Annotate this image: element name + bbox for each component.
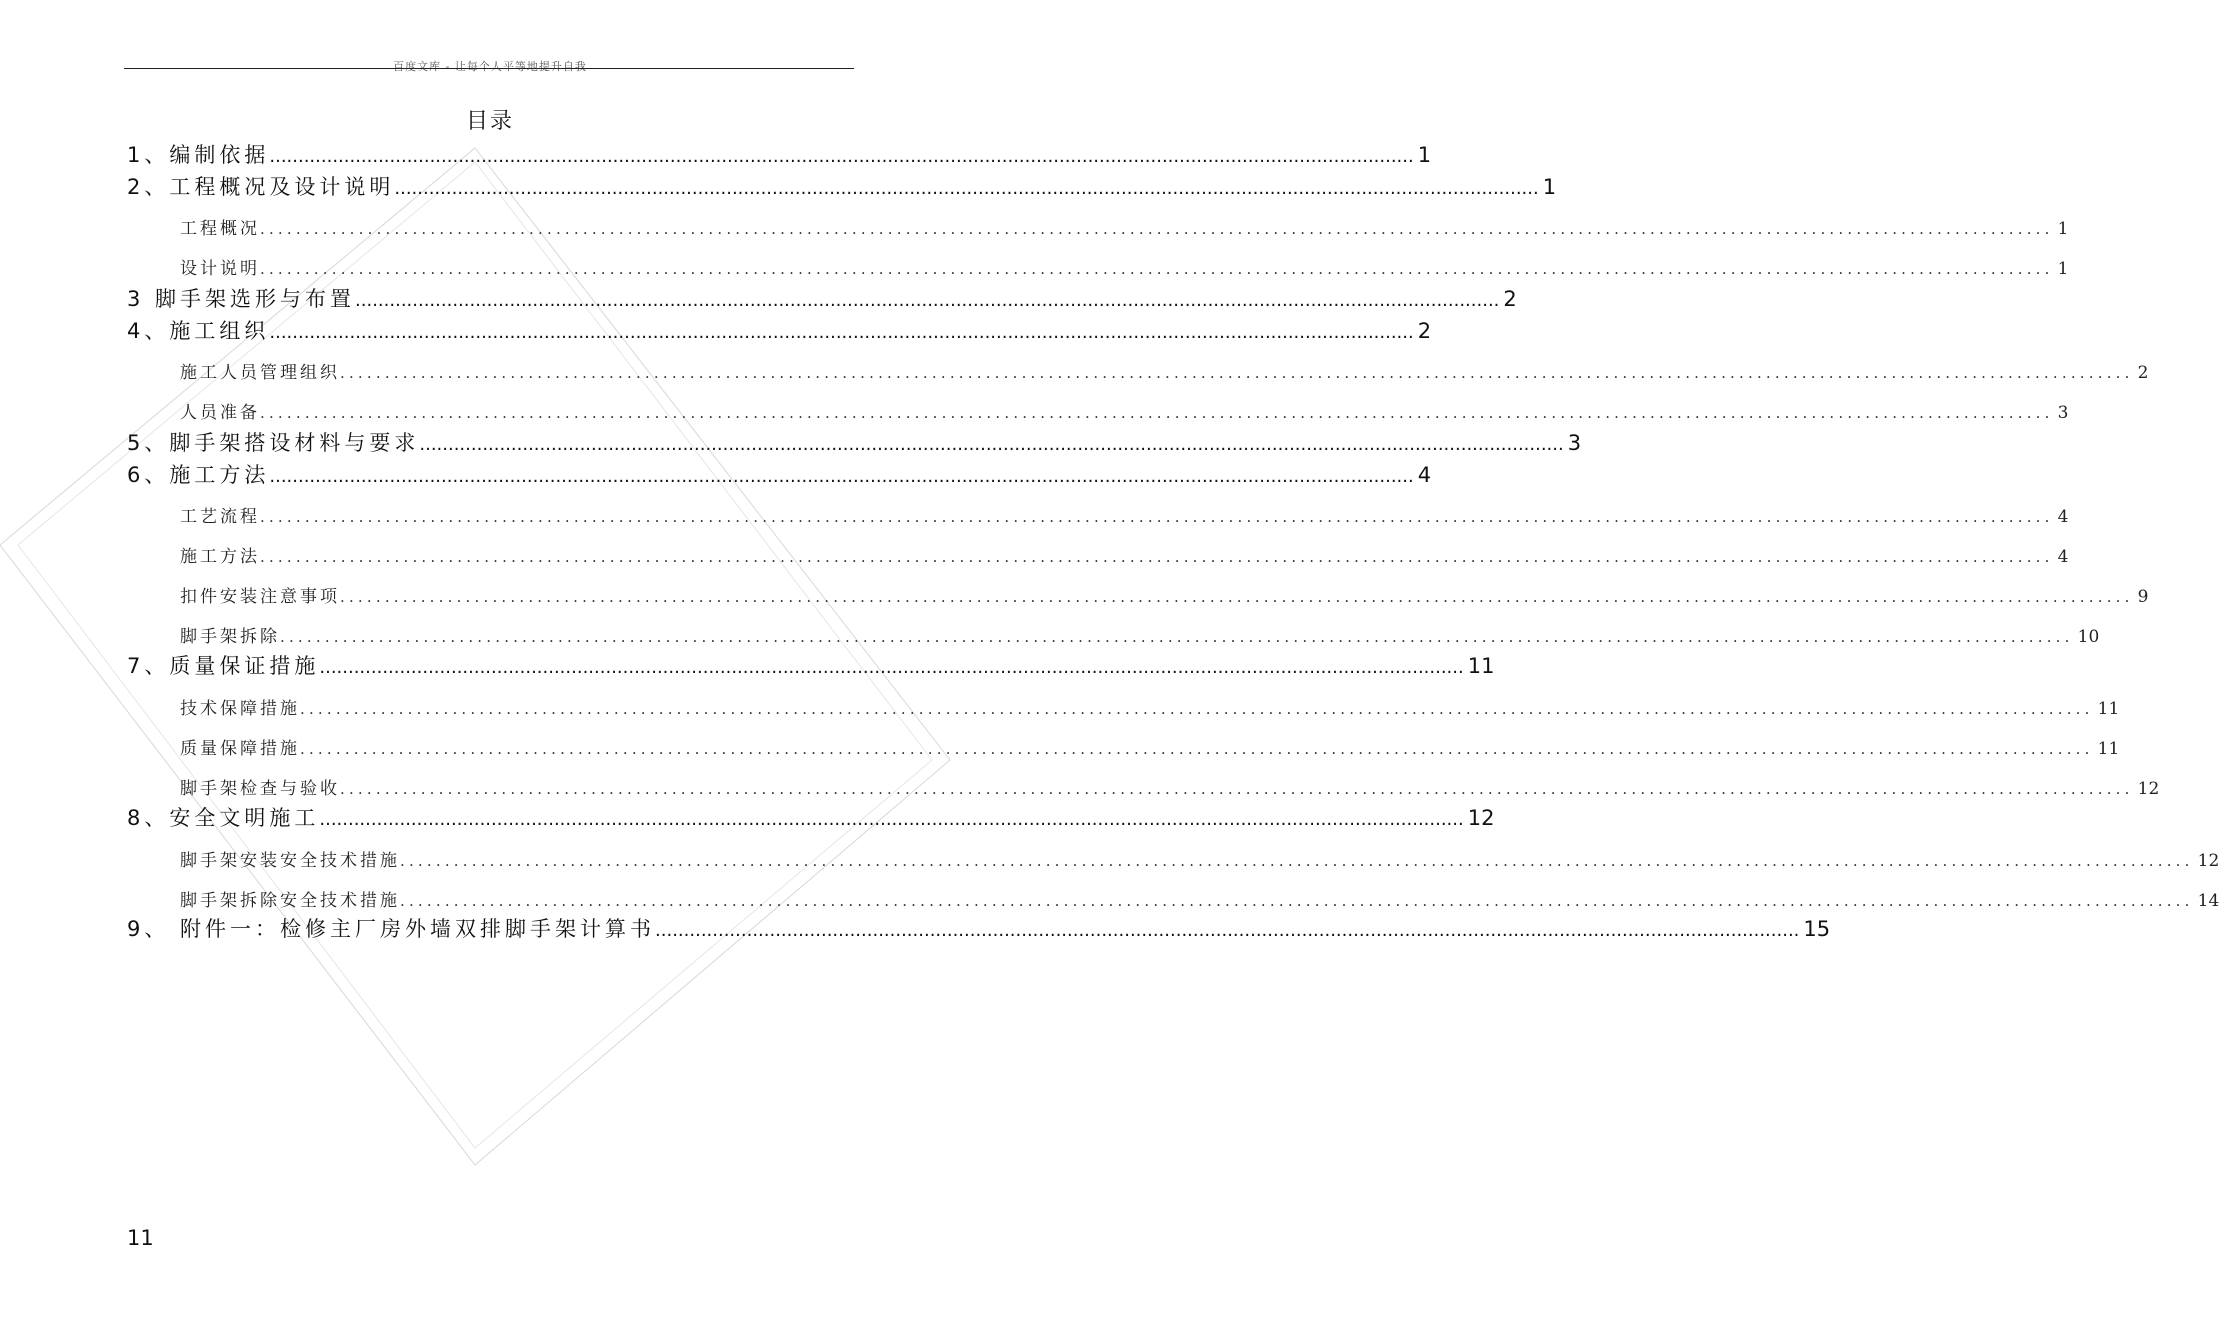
toc-leader-dots: ........................................................................................................................................................................................................: [340, 780, 2134, 798]
toc-entry-page: 11: [2097, 739, 2120, 759]
toc-leader-dots: ........................................................................................................................................................................................................: [355, 290, 1500, 311]
toc-leader-dots: ........................................................................................................................................................................................................: [269, 322, 1414, 343]
toc-entry-page: 2: [1417, 319, 1432, 343]
toc-title: 目录: [465, 109, 514, 134]
toc-leader-dots: ........................................................................................................................................................................................................: [280, 628, 2074, 646]
toc-entry-page: 1: [2057, 259, 2069, 279]
toc-subentry[interactable]: [180, 358, 2149, 384]
toc-leader-dots: ........................................................................................................................................................................................................: [269, 146, 1414, 167]
toc-subentry[interactable]: [180, 398, 2069, 424]
toc-leader-dots: ........................................................................................................................................................................................................: [260, 404, 2054, 422]
toc-leader-dots: ........................................................................................................................................................................................................: [319, 657, 1464, 678]
toc-entry-label: 脚手架检查与验收: [180, 779, 340, 799]
toc-entry-label: 1、编制依据: [127, 143, 270, 167]
toc-subentry[interactable]: [180, 254, 2069, 280]
toc-entry-label: 设计说明: [180, 259, 260, 279]
toc-subentry[interactable]: [180, 542, 2069, 568]
toc-entry-page: 2: [1503, 287, 1517, 311]
toc-subentry[interactable]: [180, 734, 2120, 760]
toc-entry[interactable]: [127, 459, 1432, 491]
toc-entry-page: 4: [1417, 463, 1432, 487]
toc-entry-label: 施工方法: [180, 547, 260, 567]
toc-entry-label: 脚手架拆除安全技术措施: [180, 891, 400, 911]
toc-leader-dots: ........................................................................................................................................................................................................: [400, 852, 2194, 870]
toc-entry[interactable]: [127, 283, 1517, 315]
toc-leader-dots: ........................................................................................................................................................................................................: [260, 508, 2054, 526]
toc-entry-page: 10: [2077, 627, 2100, 647]
toc-leader-dots: ........................................................................................................................................................................................................: [419, 434, 1564, 455]
toc-leader-dots: ........................................................................................................................................................................................................: [319, 809, 1464, 830]
toc-entry-page: 1: [1542, 175, 1557, 199]
toc-entry-page: 11: [1467, 654, 1495, 678]
toc-entry-label: 8、安全文明施工: [127, 806, 320, 830]
toc-entry-page: 2: [2137, 363, 2149, 383]
toc-entry-page: 15: [1803, 917, 1831, 941]
toc-entry-page: 1: [2057, 219, 2069, 239]
toc-leader-dots: ........................................................................................................................................................................................................: [269, 466, 1414, 487]
toc-entry-page: 12: [2137, 779, 2160, 799]
toc-entry[interactable]: [127, 650, 1495, 682]
toc-entry-label: 2、工程概况及设计说明: [127, 175, 395, 199]
toc-leader-dots: ........................................................................................................................................................................................................: [300, 740, 2094, 758]
toc-entry-page: 4: [2057, 507, 2069, 527]
toc-entry[interactable]: [127, 171, 1557, 203]
toc-leader-dots: ........................................................................................................................................................................................................: [340, 588, 2134, 606]
toc-entry[interactable]: [127, 315, 1432, 347]
toc-subentry[interactable]: [180, 214, 2069, 240]
toc-entry-page: 3: [2057, 403, 2069, 423]
toc-entry-page: 14: [2197, 891, 2219, 911]
toc-entry[interactable]: [127, 802, 1495, 834]
toc-subentry[interactable]: [180, 502, 2069, 528]
toc-entry-page: 11: [2097, 699, 2120, 719]
toc-entry-page: 1: [1417, 143, 1432, 167]
toc-entry-page: 3: [1567, 431, 1582, 455]
toc-entry-label: 扣件安装注意事项: [180, 587, 340, 607]
toc-leader-dots: ........................................................................................................................................................................................................: [340, 364, 2134, 382]
toc-entry-label: 工艺流程: [180, 507, 260, 527]
toc-entry-label: 3 脚手架选形与布置: [127, 287, 356, 311]
toc-entry-label: 施工人员管理组织: [180, 363, 340, 383]
toc-entry-label: 质量保障措施: [180, 739, 300, 759]
toc-entry-label: 9、 附件一：检修主厂房外墙双排脚手架计算书: [127, 917, 656, 941]
toc-entry-label: 人员准备: [180, 403, 260, 423]
toc-subentry[interactable]: [180, 622, 2100, 648]
toc-leader-dots: ........................................................................................................................................................................................................: [655, 920, 1800, 941]
toc-leader-dots: ........................................................................................................................................................................................................: [394, 178, 1539, 199]
toc-leader-dots: ........................................................................................................................................................................................................: [400, 892, 2194, 910]
toc-entry-label: 4、施工组织: [127, 319, 270, 343]
toc-leader-dots: ........................................................................................................................................................................................................: [260, 260, 2054, 278]
page-number: 11: [127, 1226, 154, 1250]
toc-entry-label: 脚手架安装安全技术措施: [180, 851, 400, 871]
toc-entry-label: 7、质量保证措施: [127, 654, 320, 678]
toc-entry-page: 4: [2057, 547, 2069, 567]
toc-entry[interactable]: [127, 427, 1582, 459]
toc-subentry[interactable]: [180, 694, 2120, 720]
toc-entry-label: 脚手架拆除: [180, 627, 280, 647]
header-divider: [124, 68, 854, 69]
toc-entry[interactable]: [127, 139, 1432, 171]
toc-leader-dots: ........................................................................................................................................................................................................: [260, 220, 2054, 238]
toc-entry-label: 6、施工方法: [127, 463, 270, 487]
toc-entry[interactable]: [127, 913, 1831, 945]
toc-subentry[interactable]: [180, 774, 2160, 800]
toc-entry-page: 12: [1467, 806, 1495, 830]
toc-entry-page: 9: [2137, 587, 2149, 607]
toc-entry-label: 工程概况: [180, 219, 260, 239]
page-header: 百度文库 - 让每个人平等地提升自我: [393, 60, 587, 73]
toc-subentry[interactable]: [180, 846, 2219, 872]
toc-entry-label: 5、脚手架搭设材料与要求: [127, 431, 420, 455]
toc-leader-dots: ........................................................................................................................................................................................................: [260, 548, 2054, 566]
toc-subentry[interactable]: [180, 886, 2219, 912]
toc-leader-dots: ........................................................................................................................................................................................................: [300, 700, 2094, 718]
toc-entry-label: 技术保障措施: [180, 699, 300, 719]
toc-subentry[interactable]: [180, 582, 2149, 608]
toc-entry-page: 12: [2197, 851, 2219, 871]
